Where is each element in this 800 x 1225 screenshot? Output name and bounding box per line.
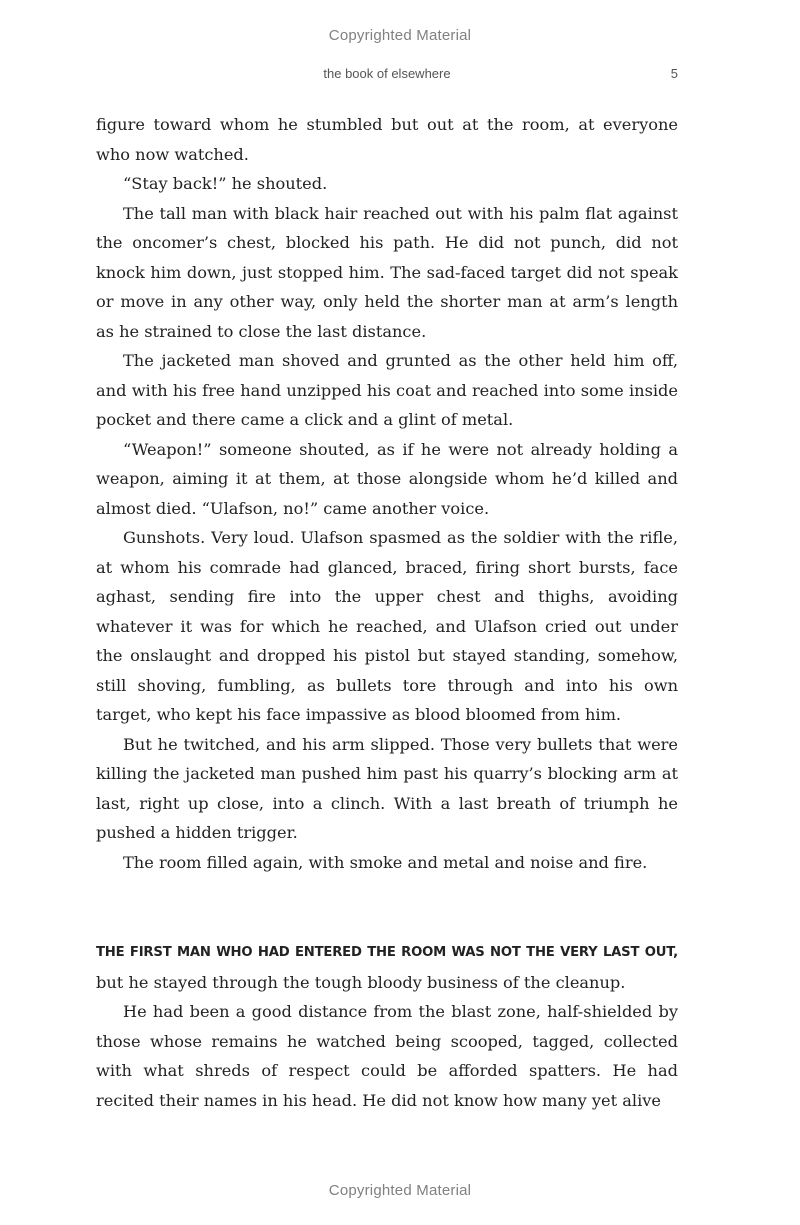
paragraph: He had been a good distance from the blast zone, half-shielded by those whose remains he watched being scooped, tagged, collected with what shreds of respect could be afforded spatters. He had recited their names in his head. He did not know how many yet alive — [96, 1002, 678, 1110]
copyright-watermark-top: Copyrighted Material — [328, 27, 472, 44]
paragraph: The tall man with black hair reached out with his palm flat against the oncomer’s chest, blocked his path. He did not punch, did not knock him down, just stopped him. The sad-faced target did not speak or move in any other way, only held the shorter man at arm’s length as he strained to close the last distance. — [96, 203, 678, 341]
section-opening-text: but he stayed through the tough bloody business of the cleanup. — [96, 972, 626, 992]
run-in-heading: THE FIRST MAN WHO HAD ENTERED THE ROOM WAS NOT THE VERY LAST OUT, — [96, 945, 678, 960]
page-number: 5 — [670, 66, 678, 81]
running-title: the book of elsewhere — [323, 66, 451, 81]
section-opening-paragraph — [96, 936, 678, 997]
copyright-watermark-bottom: Copyrighted Material — [328, 1182, 472, 1199]
paragraph: Gunshots. Very loud. Ulafson spasmed as the soldier with the rifle, at whom his comrade had glanced, braced, firing short bursts, face aghast, sending fire into the upper chest and thighs, avoiding whatever it was for which he reached, and Ulafson cried out under the onslaught and dropped his pistol but stayed standing, somehow, still shoving, fumbling, as bullets tore through and into his own target, who kept his face impassive as blood bloomed from him. — [96, 528, 678, 724]
body-text — [96, 110, 678, 1115]
paragraph: But he twitched, and his arm slipped. Those very bullets that were killing the jacketed man pushed him past his quarry’s blocking arm at last, right up close, into a clinch. With a last breath of triumph he pushed a hidden trigger. — [96, 734, 678, 842]
paragraph: “Stay back!” he shouted. — [123, 174, 328, 193]
running-header — [96, 64, 678, 84]
paragraph: The jacketed man shoved and grunted as the other held him off, and with his free hand unzipped his coat and reached into some inside pocket and there came a click and a glint of metal. — [96, 351, 678, 429]
paragraph-continued: figure toward whom he stumbled but out at the room, at everyone who now watched. — [96, 115, 678, 164]
paragraph: “Weapon!” someone shouted, as if he were not already holding a weapon, aiming it at them, at those alongside whom he’d killed and almost died. “Ulafson, no!” came another voice. — [96, 439, 678, 518]
paragraph: The room filled again, with smoke and metal and noise and fire. — [123, 852, 648, 872]
